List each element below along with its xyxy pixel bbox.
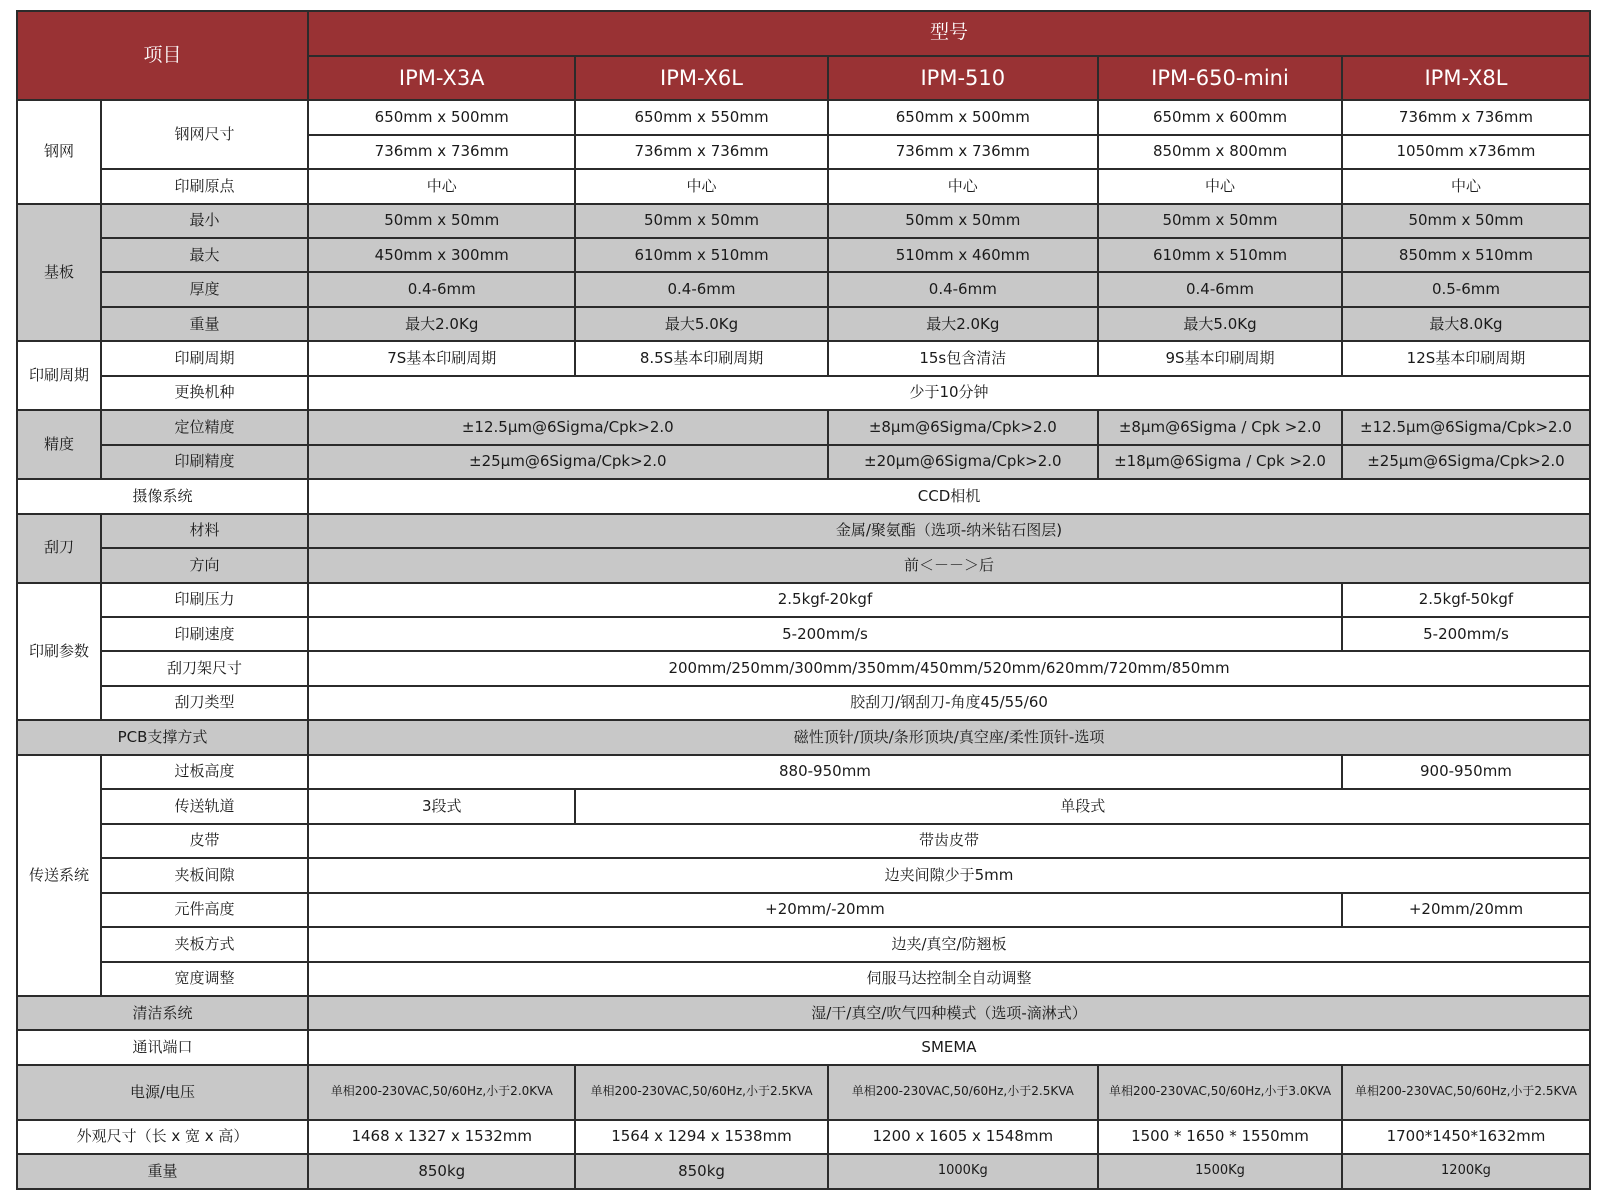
spec-cell: 单相200-230VAC,50/60Hz,小于3.0KVA [1098,1065,1342,1120]
row-label: 印刷原点 [101,169,308,203]
spec-cell: 736mm x 736mm [575,135,827,169]
group-label: 钢网 [17,100,101,203]
spec-cell: +20mm/20mm [1342,893,1590,927]
spec-cell: 50mm x 50mm [308,204,575,238]
row-label: 宽度调整 [101,962,308,996]
spec-cell: 最大2.0Kg [828,307,1099,341]
spec-cell: ±25μm@6Sigma/Cpk>2.0 [1342,445,1590,479]
row-label: 过板高度 [101,755,308,789]
spec-cell: ±12.5μm@6Sigma/Cpk>2.0 [1342,410,1590,444]
spec-cell: 736mm x 736mm [828,135,1099,169]
row-label: 皮带 [101,824,308,858]
spec-cell: 50mm x 50mm [575,204,827,238]
spec-cell: 650mm x 600mm [1098,100,1342,134]
spec-cell: ±20μm@6Sigma/Cpk>2.0 [828,445,1099,479]
model-name: IPM-X3A [308,56,575,101]
group-label: 印刷周期 [17,341,101,410]
row-label: 外观尺寸（长 x 宽 x 高） [17,1120,308,1154]
row-label: 通讯端口 [17,1030,308,1064]
spec-cell: 中心 [828,169,1099,203]
spec-cell: 12S基本印刷周期 [1342,341,1590,375]
spec-cell: 单相200-230VAC,50/60Hz,小于2.0KVA [308,1065,575,1120]
row-label: 更换机种 [101,376,308,410]
spec-cell: 中心 [575,169,827,203]
spec-cell: ±18μm@6Sigma / Cpk >2.0 [1098,445,1342,479]
row-label: 最大 [101,238,308,272]
spec-cell: 610mm x 510mm [1098,238,1342,272]
row-label: 印刷周期 [101,341,308,375]
spec-cell: 8.5S基本印刷周期 [575,341,827,375]
spec-cell: 最大5.0Kg [575,307,827,341]
spec-cell: 金属/聚氨酯（选项-纳米钻石图层) [308,514,1590,548]
group-label: 传送系统 [17,755,101,996]
spec-cell: 1564 x 1294 x 1538mm [575,1120,827,1154]
row-label: 钢网尺寸 [101,100,308,169]
spec-cell: 边夹间隙少于5mm [308,858,1590,892]
row-label: 定位精度 [101,410,308,444]
row-label: 夹板间隙 [101,858,308,892]
spec-cell: 1200 x 1605 x 1548mm [828,1120,1099,1154]
spec-cell: 850mm x 510mm [1342,238,1590,272]
spec-cell: 1500 * 1650 * 1550mm [1098,1120,1342,1154]
spec-cell: 9S基本印刷周期 [1098,341,1342,375]
row-label: PCB支撑方式 [17,720,308,754]
spec-cell: 5-200mm/s [1342,617,1590,651]
spec-cell: 伺服马达控制全自动调整 [308,962,1590,996]
spec-cell: 900-950mm [1342,755,1590,789]
spec-cell: SMEMA [308,1030,1590,1064]
spec-cell: 50mm x 50mm [1098,204,1342,238]
spec-cell: CCD相机 [308,479,1590,513]
spec-cell: 3段式 [308,789,575,823]
group-label: 印刷参数 [17,583,101,721]
item-header: 项目 [17,11,308,100]
spec-cell: 7S基本印刷周期 [308,341,575,375]
spec-cell: 736mm x 736mm [308,135,575,169]
spec-cell: 单段式 [575,789,1590,823]
spec-cell: 最大5.0Kg [1098,307,1342,341]
spec-cell: 2.5kgf-20kgf [308,583,1342,617]
model-name: IPM-X6L [575,56,827,101]
spec-cell: 单相200-230VAC,50/60Hz,小于2.5KVA [1342,1065,1590,1120]
spec-cell: 0.4-6mm [828,272,1099,306]
spec-cell: 650mm x 550mm [575,100,827,134]
spec-cell: 0.4-6mm [1098,272,1342,306]
row-label: 摄像系统 [17,479,308,513]
spec-cell: 5-200mm/s [308,617,1342,651]
group-label: 刮刀 [17,514,101,583]
spec-cell: 2.5kgf-50kgf [1342,583,1590,617]
row-label: 印刷压力 [101,583,308,617]
model-name: IPM-510 [828,56,1099,101]
row-label: 重量 [101,307,308,341]
row-label: 电源/电压 [17,1065,308,1120]
spec-cell: 最大2.0Kg [308,307,575,341]
spec-cell: 510mm x 460mm [828,238,1099,272]
spec-cell: 850kg [308,1154,575,1189]
spec-cell: 1500Kg [1098,1154,1342,1189]
spec-cell: 中心 [1098,169,1342,203]
row-label: 材料 [101,514,308,548]
row-label: 刮刀类型 [101,686,308,720]
spec-cell: 少于10分钟 [308,376,1590,410]
model-header: 型号 [308,11,1590,56]
spec-cell: ±8μm@6Sigma / Cpk >2.0 [1098,410,1342,444]
model-name: IPM-650-mini [1098,56,1342,101]
spec-cell: 带齿皮带 [308,824,1590,858]
row-label: 厚度 [101,272,308,306]
spec-cell: ±12.5μm@6Sigma/Cpk>2.0 [308,410,828,444]
row-label: 刮刀架尺寸 [101,651,308,685]
spec-cell: 850mm x 800mm [1098,135,1342,169]
spec-cell: 胶刮刀/钢刮刀-角度45/55/60 [308,686,1590,720]
row-label: 最小 [101,204,308,238]
spec-cell: 50mm x 50mm [1342,204,1590,238]
spec-cell: 850kg [575,1154,827,1189]
spec-cell: 磁性顶针/顶块/条形顶块/真空座/柔性顶针-选项 [308,720,1590,754]
row-label: 传送轨道 [101,789,308,823]
spec-cell: 650mm x 500mm [828,100,1099,134]
spec-cell: 1468 x 1327 x 1532mm [308,1120,575,1154]
spec-cell: 880-950mm [308,755,1342,789]
spec-cell: 15s包含清洁 [828,341,1099,375]
spec-cell: 单相200-230VAC,50/60Hz,小于2.5KVA [575,1065,827,1120]
spec-cell: 湿/干/真空/吹气四种模式（选项-滴淋式） [308,996,1590,1030]
row-label: 方向 [101,548,308,582]
spec-cell: 650mm x 500mm [308,100,575,134]
spec-cell: 1050mm x736mm [1342,135,1590,169]
spec-cell: 1000Kg [828,1154,1099,1189]
spec-cell: 边夹/真空/防翘板 [308,927,1590,961]
group-label: 精度 [17,410,101,479]
group-label: 基板 [17,204,101,342]
spec-cell: 450mm x 300mm [308,238,575,272]
row-label: 印刷精度 [101,445,308,479]
row-label: 重量 [17,1154,308,1189]
spec-cell: 前＜－－＞后 [308,548,1590,582]
spec-cell: 200mm/250mm/300mm/350mm/450mm/520mm/620mm/720mm/850mm [308,651,1590,685]
spec-cell: 1700*1450*1632mm [1342,1120,1590,1154]
model-name: IPM-X8L [1342,56,1590,101]
spec-cell: 736mm x 736mm [1342,100,1590,134]
spec-table [16,10,1591,1190]
spec-cell: +20mm/-20mm [308,893,1342,927]
spec-cell: 0.4-6mm [575,272,827,306]
spec-cell: 610mm x 510mm [575,238,827,272]
spec-cell: 50mm x 50mm [828,204,1099,238]
spec-cell: ±25μm@6Sigma/Cpk>2.0 [308,445,828,479]
row-label: 清洁系统 [17,996,308,1030]
spec-cell: ±8μm@6Sigma/Cpk>2.0 [828,410,1099,444]
spec-cell: 1200Kg [1342,1154,1590,1189]
spec-cell: 0.4-6mm [308,272,575,306]
spec-cell: 中心 [1342,169,1590,203]
spec-cell: 最大8.0Kg [1342,307,1590,341]
spec-cell: 中心 [308,169,575,203]
row-label: 元件高度 [101,893,308,927]
row-label: 印刷速度 [101,617,308,651]
row-label: 夹板方式 [101,927,308,961]
spec-cell: 0.5-6mm [1342,272,1590,306]
spec-cell: 单相200-230VAC,50/60Hz,小于2.5KVA [828,1065,1099,1120]
